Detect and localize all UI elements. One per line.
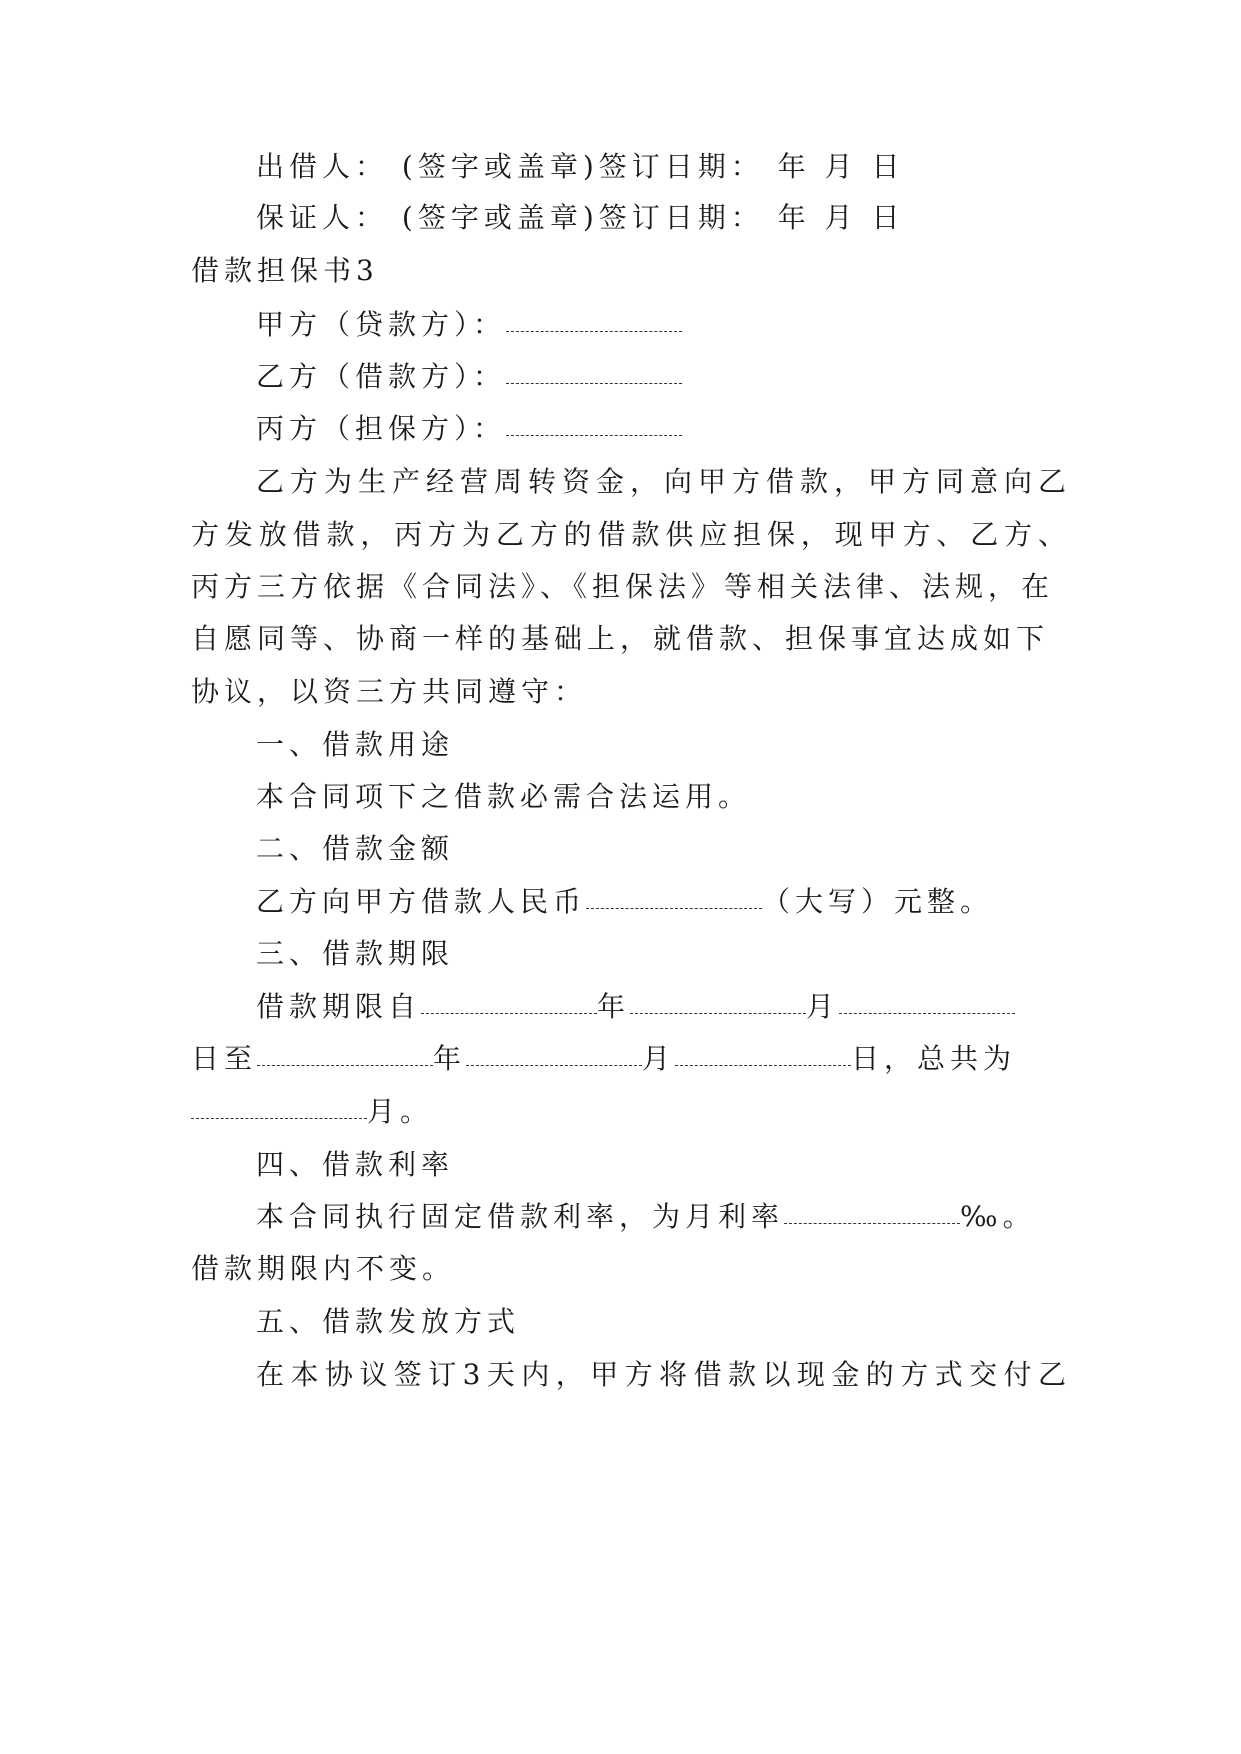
term-to-label: 日至 (191, 1042, 258, 1075)
party-b-blank (506, 361, 682, 384)
end-month-blank (466, 1043, 642, 1066)
party-b-line (256, 357, 1071, 397)
year-label: 年 (597, 990, 631, 1023)
clause-1-heading: 一、借款用途 (256, 728, 455, 761)
interest-rate-blank (784, 1201, 960, 1224)
intro-line-2: 方发放借款，丙方为乙方的借款供应担保，现甲方、乙方、 (191, 518, 1071, 551)
clause-2-text-before: 乙方向甲方借款人民币 (256, 885, 587, 918)
term-from-label: 借款期限自 (256, 990, 422, 1023)
intro-line-5: 协议，以资三方共同遵守： (191, 675, 588, 708)
intro-line-3: 丙方三方依据《合同法》、《担保法》等相关法律、法规，在 (191, 570, 1055, 603)
clause-1-text: 本合同项下之借款必需合法运用。 (256, 780, 752, 813)
clause-3-line-1 (256, 987, 1071, 1027)
clause-2-line (256, 882, 1071, 922)
party-c-label: 丙方（担保方）： (256, 412, 507, 445)
clause-5-heading: 五、借款发放方式 (256, 1305, 521, 1338)
start-year-blank (421, 991, 597, 1014)
month-label: 月 (642, 1042, 676, 1075)
start-day-blank (839, 991, 1015, 1014)
party-a-blank (506, 309, 682, 332)
loan-amount-blank (586, 886, 762, 909)
clause-2-heading: 二、借款金额 (256, 832, 455, 865)
clause-3-line-2 (191, 1039, 1071, 1079)
lender-signature-line: 出借人： (签字或盖章)签订日期： 年 月 日 (256, 150, 905, 183)
start-month-blank (630, 991, 806, 1014)
end-year-blank (257, 1043, 433, 1066)
month-label: 月 (806, 990, 840, 1023)
party-c-line (256, 409, 1071, 449)
total-months-blank (191, 1096, 367, 1119)
end-day-blank (675, 1043, 851, 1066)
clause-2-text-after: （大写）元整。 (762, 885, 994, 918)
party-c-blank (506, 413, 682, 436)
intro-line-4: 自愿同等、协商一样的基础上，就借款、担保事宜达成如下 (191, 622, 1050, 655)
clause-4-line-1 (256, 1197, 1071, 1237)
clause-4-line-2: 借款期限内不变。 (191, 1252, 456, 1285)
months-end-label: 月。 (367, 1095, 434, 1128)
clause-4-heading: 四、借款利率 (256, 1148, 455, 1181)
clause-3-line-3 (191, 1092, 1071, 1132)
clause-5-text: 在本协议签订3天内，甲方将借款以现金的方式交付乙 (256, 1358, 1071, 1391)
interest-rate-label: 本合同执行固定借款利率，为月利率 (256, 1200, 785, 1233)
guarantor-signature-line: 保证人： (签字或盖章)签订日期： 年 月 日 (256, 201, 905, 234)
intro-line-1: 乙方为生产经营周转资金，向甲方借款，甲方同意向乙 (256, 465, 1071, 498)
party-b-label: 乙方（借款方）： (256, 360, 507, 393)
party-a-label: 甲方（贷款方）： (256, 308, 507, 341)
year-label: 年 (433, 1042, 467, 1075)
party-a-line (256, 305, 1071, 345)
total-label: 日，总共为 (851, 1042, 1017, 1075)
permille-label: ‰。 (960, 1200, 1036, 1233)
section-title: 借款担保书3 (191, 254, 379, 287)
clause-3-heading: 三、借款期限 (256, 937, 455, 970)
